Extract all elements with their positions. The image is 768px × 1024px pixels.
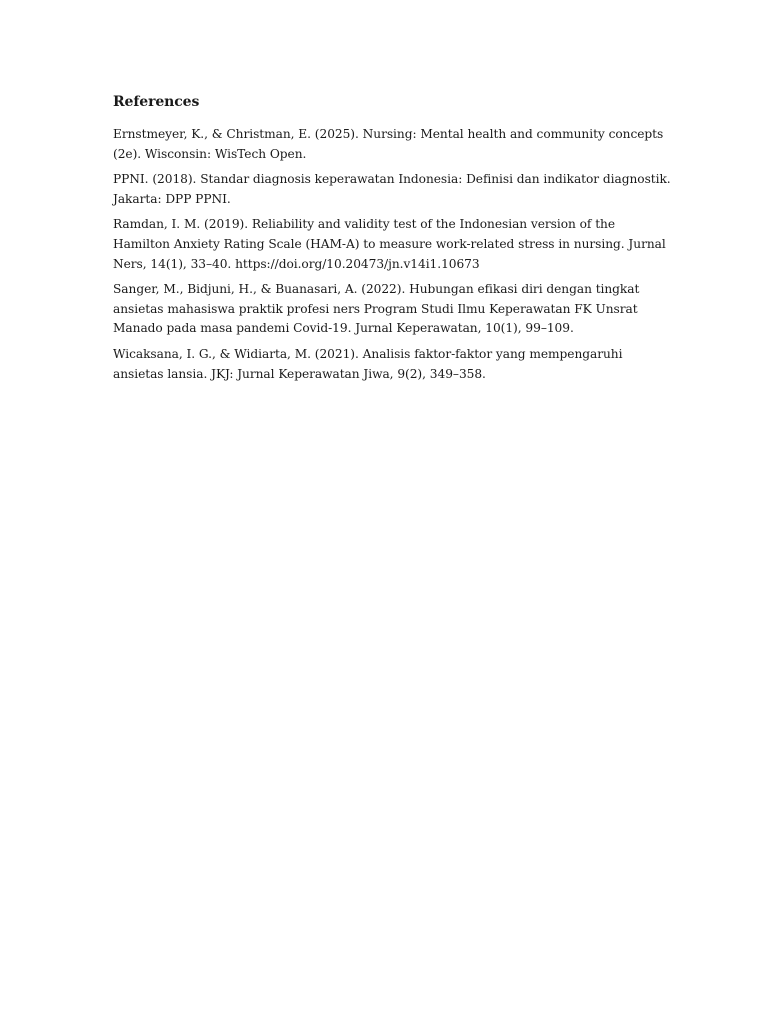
reference-entry: Wicaksana, I. G., & Widiarta, M. (2021). Analisis faktor-faktor yang mempengaruhi ansietas lansia. JKJ: Jurnal Keperawatan Jiwa, 9(2), 349–358. [113,346,623,381]
reference-list [113,125,673,384]
reference-entry: Ramdan, I. M. (2019). Reliability and validity test of the Indonesian version of the Hamilton Anxiety Rating Scale (HAM-A) to measure work-related stress in nursing. Jurnal Ners, 14(1), 33–40. https://doi.org/10.20473/jn.v14i1.10673 [113,217,666,271]
reference-entry: PPNI. (2018). Standar diagnosis keperawatan Indonesia: Definisi dan indikator diagnostik. Jakarta: DPP PPNI. [113,172,671,206]
reference-entry: Sanger, M., Bidjuni, H., & Buanasari, A. (2022). Hubungan efikasi diri dengan tingkat ansietas mahasiswa praktik profesi ners Program Studi Ilmu Keperawatan FK Unsrat Manado pada masa pandemi Covid-19. Jurnal Keperawatan, 10(1), 99–109. [113,282,640,336]
references-heading: References [113,94,200,110]
document-page [113,92,673,390]
reference-entry: Ernstmeyer, K., & Christman, E. (2025). Nursing: Mental health and community concepts (2e). Wisconsin: WisTech Open. [113,127,664,161]
